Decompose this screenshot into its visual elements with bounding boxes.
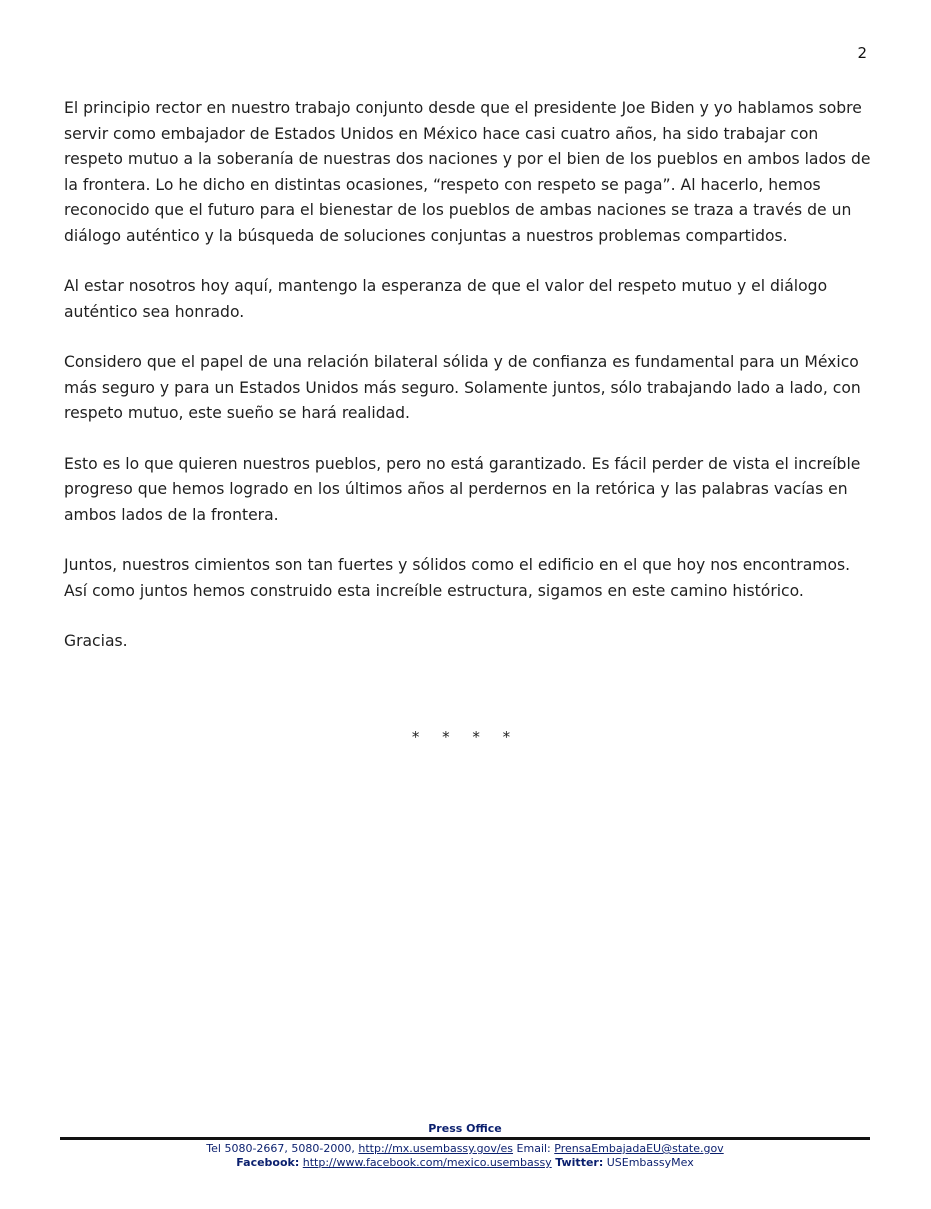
footer-contact-line xyxy=(60,1142,870,1156)
end-of-text-mark: * * * * xyxy=(411,728,520,746)
paragraph-peoples-want: Esto es lo que quieren nuestros pueblos, pero no está garantizado. Es fácil perder de vista el increíble progreso que hemos logrado en los últimos años al perdernos en la retórica y las palabras vacías en ambos lados de la frontera. xyxy=(64,454,861,524)
document-body xyxy=(64,96,872,680)
footer-office-title: Press Office xyxy=(428,1122,502,1135)
footer xyxy=(60,1122,870,1170)
footer-tel: Tel 5080-2667, 5080-2000, xyxy=(206,1142,355,1155)
footer-email-link[interactable]: PrensaEmbajadaEU@state.gov xyxy=(554,1142,724,1155)
page-number: 2 xyxy=(857,44,867,62)
paragraph-hope: Al estar nosotros hoy aquí, mantengo la esperanza de que el valor del respeto mutuo y el diálogo auténtico sea honrado. xyxy=(64,277,828,321)
paragraph-foundations: Juntos, nuestros cimientos son tan fuertes y sólidos como el edificio en el que hoy nos encontramos. Así como juntos hemos construido esta increíble estructura, sigamos en este camino histórico. xyxy=(64,556,851,600)
footer-divider xyxy=(60,1137,870,1140)
paragraph-thanks: Gracias. xyxy=(64,632,128,650)
footer-twitter-handle: USEmbassyMex xyxy=(606,1156,694,1169)
footer-website-link[interactable]: http://mx.usembassy.gov/es xyxy=(358,1142,514,1155)
paragraph-guiding-principle: El principio rector en nuestro trabajo conjunto desde que el presidente Joe Biden y yo hablamos sobre servir como embajador de Estados Unidos en México hace casi cuatro años, ha sido trabajar con respeto mutuo a la soberanía de nuestras dos naciones y por el bien de los pueblos en ambos lados de la frontera. Lo he dicho en distintas ocasiones, “respeto con respeto se paga”. Al hacerlo, hemos reconocido que el futuro para el bienestar de los pueblos de ambas naciones se traza a través de un diálogo auténtico y la búsqueda de soluciones conjuntas a nuestros problemas compartidos. xyxy=(64,99,871,245)
footer-social-line xyxy=(60,1156,870,1170)
footer-facebook-label: Facebook: xyxy=(236,1156,300,1169)
paragraph-bilateral-relationship: Considero que el papel de una relación bilateral sólida y de confianza es fundamental para un México más seguro y para un Estados Unidos más seguro. Solamente juntos, sólo trabajando lado a lado, con respeto mutuo, este sueño se hará realidad. xyxy=(64,353,861,422)
footer-facebook-link[interactable]: http://www.facebook.com/mexico.usembassy xyxy=(302,1156,552,1169)
footer-twitter-label: Twitter: xyxy=(555,1156,604,1169)
footer-email-label: Email: xyxy=(516,1142,551,1155)
